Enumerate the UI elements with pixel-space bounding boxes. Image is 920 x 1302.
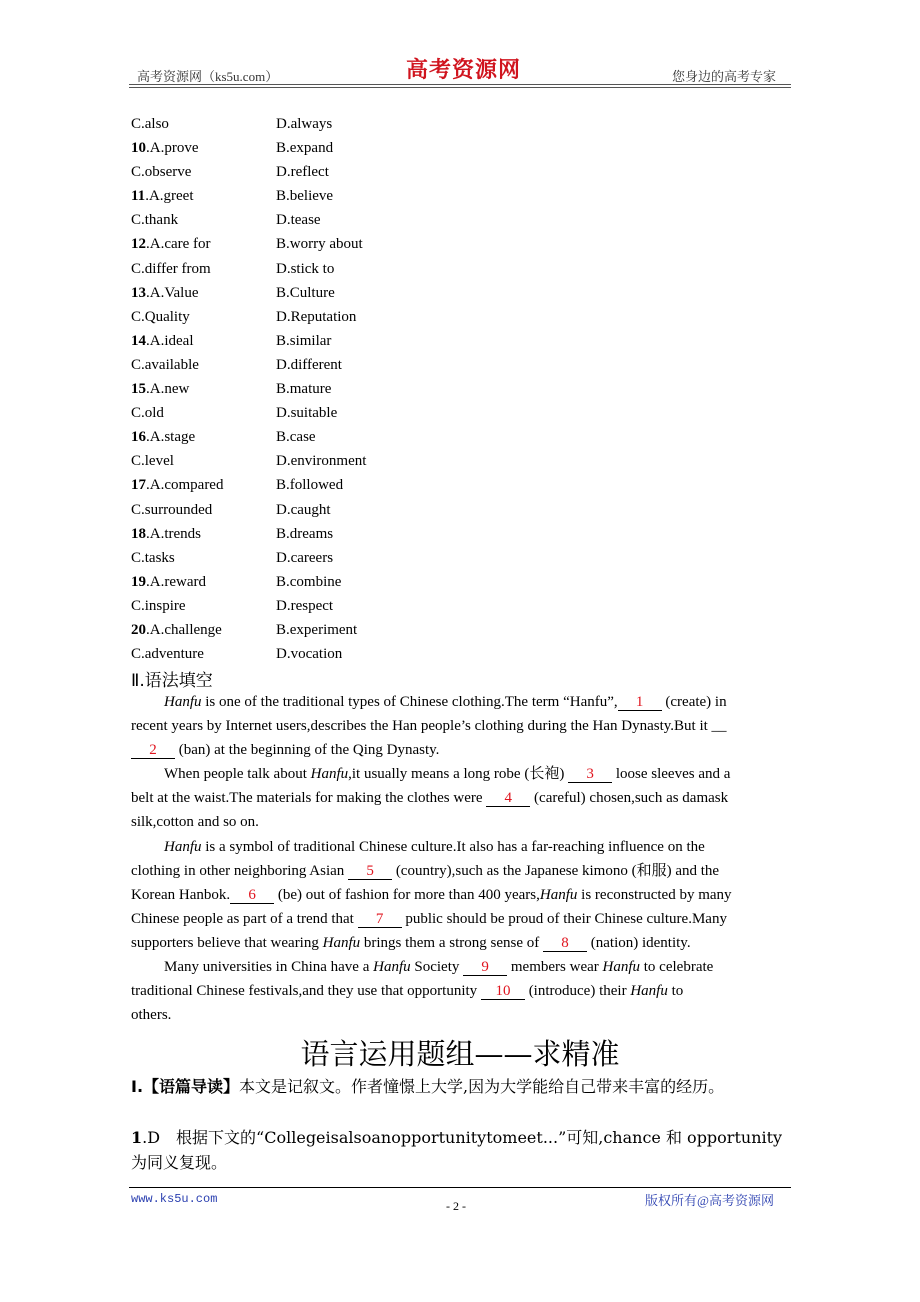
passage-line	[131, 835, 791, 859]
answer-blank: 3	[568, 766, 612, 783]
answer-number: 1	[131, 1128, 143, 1147]
passage-text: belt at the waist.The materials for making the clothes were	[131, 790, 487, 807]
option-a-text: C.adventure	[131, 646, 204, 663]
passage-text: others.	[131, 1007, 172, 1024]
option-b: D.environment	[276, 453, 367, 470]
passage-line	[131, 859, 791, 883]
passage-text: ,it usually means a long robe (长袍)	[348, 766, 569, 783]
passage-line	[131, 931, 791, 955]
answer-blank: 6	[230, 887, 274, 904]
option-a	[131, 354, 199, 376]
option-b: B.dreams	[276, 525, 334, 542]
passage-line	[131, 1003, 791, 1027]
passage-text: to celebrate	[640, 959, 714, 976]
option-a-text: .A.challenge	[146, 621, 222, 638]
passage-line	[131, 786, 791, 810]
option-a-text: C.available	[131, 356, 199, 373]
option-a	[131, 426, 195, 448]
option-a	[131, 523, 201, 545]
page-number: - 2 -	[446, 1199, 466, 1213]
answer-blank: 9	[463, 959, 507, 976]
italic-term: Hanfu	[373, 959, 411, 976]
grammar-passage	[131, 690, 791, 1027]
option-b: D.stick to	[276, 260, 335, 277]
option-b: B.followed	[276, 477, 344, 494]
passage-text: loose sleeves and a	[612, 766, 731, 783]
answer-blank: 8	[543, 935, 587, 952]
answer-blank: 7	[358, 911, 402, 928]
intro-paragraph	[131, 1074, 793, 1099]
option-a-text: C.level	[131, 453, 174, 470]
passage-text: Many universities in China have a	[164, 959, 374, 976]
option-b: D.Reputation	[276, 308, 357, 325]
passage-text: supporters believe that wearing	[131, 934, 323, 951]
italic-term: Hanfu	[539, 886, 578, 903]
option-b: B.similar	[276, 332, 332, 349]
option-a-text: C.tasks	[131, 549, 175, 566]
option-a	[131, 306, 190, 328]
question-number: 13	[131, 284, 146, 301]
option-b: B.experiment	[276, 621, 358, 638]
answer-blank: 4	[486, 790, 530, 807]
option-a	[131, 619, 222, 641]
answer-blank: 5	[348, 863, 392, 880]
question-number: 15	[131, 381, 146, 398]
passage-line	[131, 738, 791, 762]
passage-line	[131, 810, 791, 834]
question-number: 19	[131, 573, 146, 590]
passage-line	[131, 907, 791, 931]
option-a	[131, 450, 174, 472]
option-a-text: C.inspire	[131, 597, 186, 614]
passage-text: silk,cotton and so on.	[131, 814, 259, 831]
answer-blank: 1	[618, 694, 662, 711]
blank-underline: __	[711, 718, 727, 735]
option-a-text: .A.trends	[146, 525, 201, 542]
option-b: B.worry about	[276, 236, 363, 253]
passage-line	[131, 690, 791, 714]
option-a-text: .A.care for	[146, 236, 211, 253]
italic-term: Hanfu	[164, 838, 202, 855]
option-b: B.case	[276, 429, 316, 446]
option-a-text: C.surrounded	[131, 501, 213, 518]
passage-line	[131, 955, 791, 979]
passage-text: brings them a strong sense of	[360, 934, 543, 951]
passage-text: (nation) identity.	[587, 934, 691, 951]
passage-line	[131, 883, 791, 907]
option-b: B.believe	[276, 188, 334, 205]
option-b: D.tease	[276, 212, 321, 229]
question-number: 14	[131, 332, 146, 349]
passage-text: clothing in other neighboring Asian	[131, 862, 349, 879]
footer-divider	[129, 1187, 791, 1188]
question-number: 16	[131, 429, 146, 446]
option-b: D.respect	[276, 597, 334, 614]
answer-text: .D 根据下文的“Collegeisalsoanopportunitytomeet...”可知,chance 和 opportunity 为同义复现。	[131, 1128, 783, 1172]
footer-copyright: 版权所有@高考资源网	[645, 1193, 774, 1208]
question-number: 17	[131, 477, 146, 494]
option-b: D.caught	[276, 501, 331, 518]
option-b: D.careers	[276, 549, 334, 566]
option-a	[131, 643, 204, 665]
question-number: 10	[131, 140, 146, 157]
answer-blank: 10	[481, 983, 525, 1000]
footer-link[interactable]: www.ks5u.com	[131, 1192, 218, 1206]
option-a	[131, 185, 194, 207]
italic-term: Hanfu	[164, 694, 202, 710]
option-a	[131, 378, 189, 400]
option-b: D.suitable	[276, 405, 338, 422]
section-title: 语言运用题组——求精准	[300, 1037, 620, 1071]
passage-text: Society	[410, 959, 464, 976]
option-a-text: .A.compared	[146, 477, 224, 494]
option-a-text: C.also	[131, 116, 169, 132]
option-a	[131, 233, 211, 255]
option-b: B.mature	[276, 381, 332, 398]
intro-label: Ⅰ.【语篇导读】	[131, 1077, 240, 1096]
question-number: 20	[131, 621, 146, 638]
option-b: D.different	[276, 356, 342, 373]
option-a	[131, 474, 223, 496]
passage-line	[131, 762, 791, 786]
passage-text: is reconstructed by many	[577, 886, 732, 903]
header-divider	[129, 84, 791, 88]
passage-text: Chinese people as part of a trend that	[131, 910, 358, 927]
passage-text: (introduce) their	[524, 983, 631, 1000]
option-b: D.always	[276, 116, 333, 132]
option-a	[131, 161, 191, 183]
option-a	[131, 595, 186, 617]
header-logo: 高考资源网	[406, 57, 522, 82]
header-slogan: 您身边的高考专家	[672, 69, 777, 84]
passage-text: members wear	[507, 959, 603, 976]
option-a	[131, 137, 199, 159]
italic-term: Hanfu	[310, 766, 349, 783]
option-b: B.combine	[276, 573, 342, 590]
option-a	[131, 282, 199, 304]
answer-blank: 2	[131, 742, 175, 759]
option-b: B.Culture	[276, 284, 335, 301]
option-a-text: .A.prove	[146, 140, 199, 157]
option-a-text: .A.ideal	[146, 332, 194, 349]
option-a	[131, 258, 211, 280]
option-a-text: .A.reward	[146, 573, 206, 590]
passage-text: to	[667, 983, 684, 1000]
option-a-text: .A.greet	[145, 188, 194, 205]
question-number: 12	[131, 236, 146, 253]
option-a	[131, 499, 212, 521]
header-site-name: 高考资源网（ks5u.com）	[137, 69, 279, 84]
passage-text: public should be proud of their Chinese culture.Many	[401, 910, 727, 927]
option-a-text: C.observe	[131, 164, 192, 181]
option-b: D.vocation	[276, 646, 343, 663]
passage-text: When people talk about	[164, 766, 311, 783]
option-b: B.expand	[276, 140, 334, 157]
passage-line	[131, 979, 791, 1003]
italic-term: Hanfu	[322, 934, 361, 951]
passage-text: (ban) at the beginning of the Qing Dynasty.	[175, 742, 440, 759]
intro-text: 本文是记叙文。作者憧憬上大学,因为大学能给自己带来丰富的经历。	[239, 1077, 725, 1096]
option-a	[131, 571, 206, 593]
passage-text: Korean Hanbok.	[131, 886, 231, 903]
option-a	[131, 209, 178, 231]
answer-1	[131, 1125, 793, 1175]
option-a-text: .A.new	[146, 381, 190, 398]
question-number: 11	[131, 188, 146, 205]
option-a-text: C.thank	[131, 212, 179, 229]
italic-term: Hanfu	[630, 983, 668, 1000]
passage-text: is a symbol of traditional Chinese culture.It also has a far-reaching influence on the	[201, 838, 705, 855]
section-heading-grammar: Ⅱ.语法填空	[131, 671, 213, 691]
option-a-text: .A.Value	[146, 284, 199, 301]
option-b: D.reflect	[276, 164, 329, 181]
option-a-text: C.old	[131, 405, 164, 422]
italic-term: Hanfu	[602, 959, 641, 976]
passage-text: recent years by Internet users,describes the Han people’s clothing during the Han Dynasty.But it	[131, 718, 712, 735]
option-a-text: .A.stage	[146, 429, 196, 446]
passage-text: (be) out of fashion for more than 400 years,	[274, 886, 540, 903]
passage-text: is one of the traditional types of Chinese clothing.The term “Hanfu”,	[201, 694, 618, 710]
passage-text: (careful) chosen,such as damask	[530, 790, 729, 807]
option-a	[131, 402, 164, 424]
option-a	[131, 547, 175, 569]
passage-text: (create) in	[661, 694, 727, 710]
passage-text: traditional Chinese festivals,and they use that opportunity	[131, 983, 481, 1000]
passage-text: (country),such as the Japanese kimono (和服) and the	[392, 862, 720, 879]
option-a	[131, 330, 193, 352]
option-a	[131, 113, 169, 135]
passage-line	[131, 714, 791, 738]
option-a-text: C.differ from	[131, 260, 211, 277]
option-a-text: C.Quality	[131, 308, 190, 325]
question-number: 18	[131, 525, 146, 542]
